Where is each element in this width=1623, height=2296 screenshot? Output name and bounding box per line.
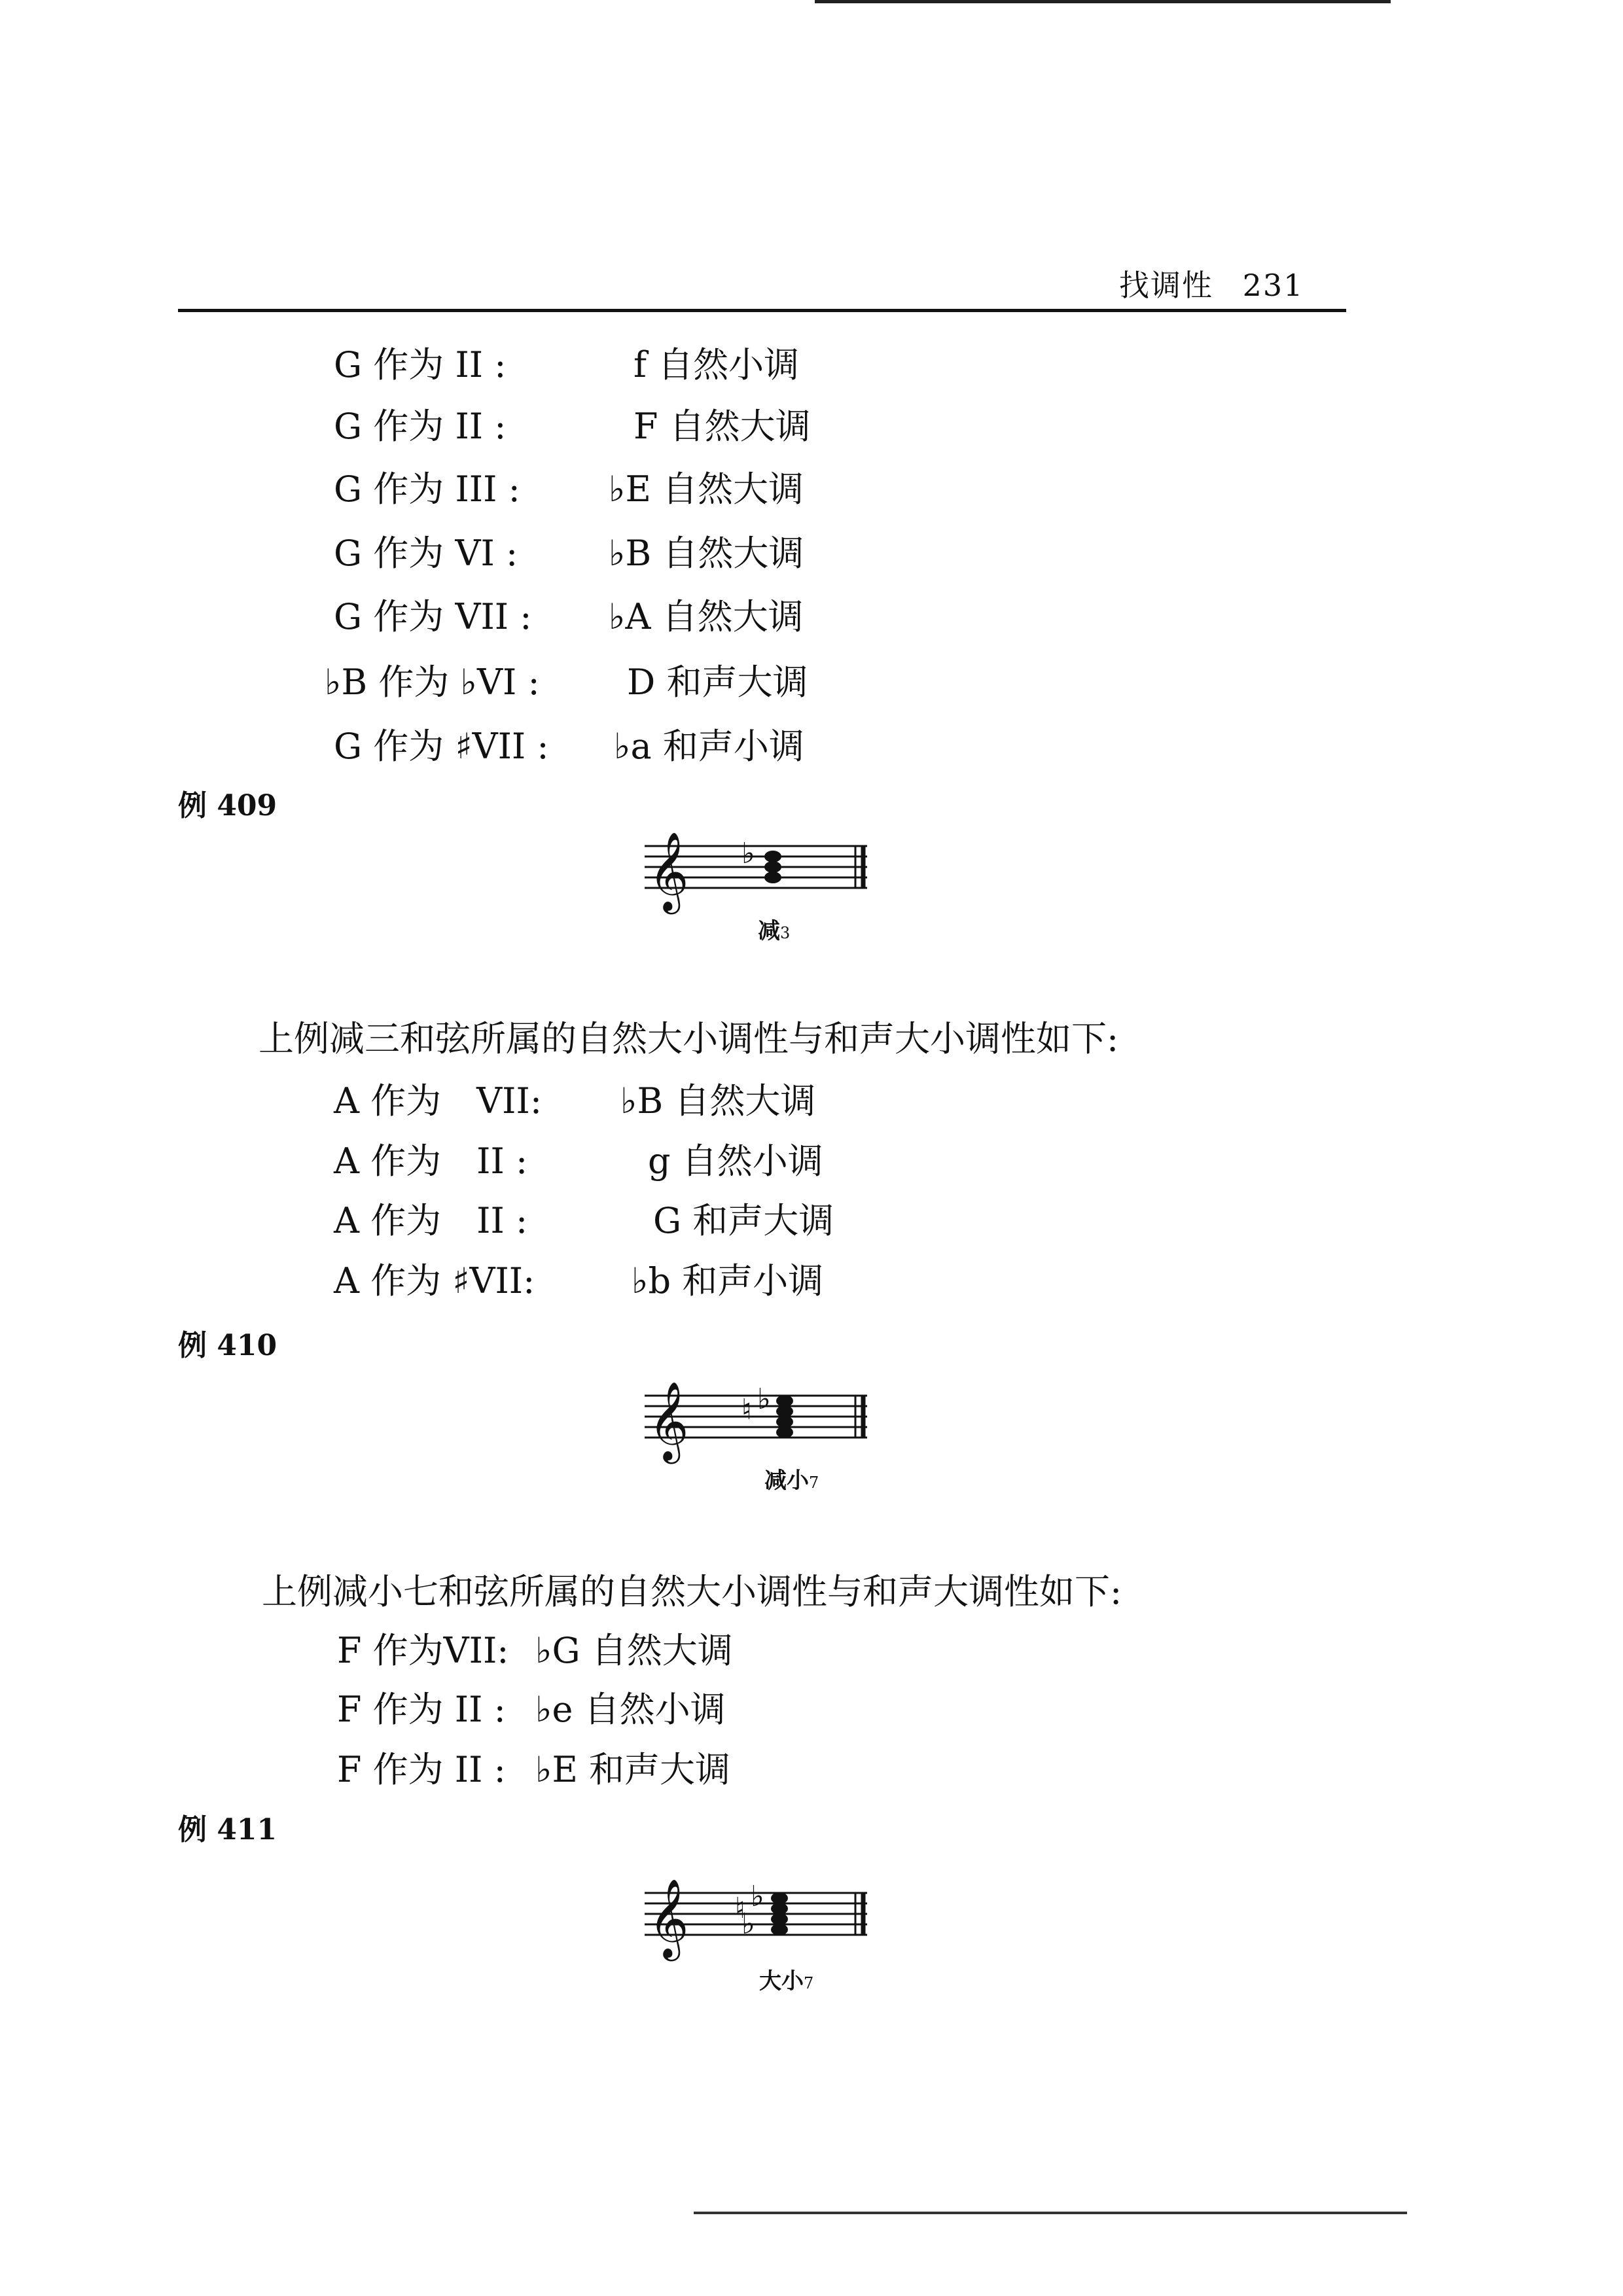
chord-degree: G 作为 VI : bbox=[334, 533, 518, 574]
key-name: ♭B 自然大调 bbox=[620, 1080, 816, 1122]
key-name: ♭b 和声小调 bbox=[632, 1260, 824, 1301]
chord-sub: 3 bbox=[780, 924, 791, 942]
key-name: F 自然大调 bbox=[633, 406, 811, 447]
natural-icon: ♮ bbox=[735, 1892, 745, 1925]
key-name: g 自然小调 bbox=[648, 1140, 823, 1182]
key-name: ♭E 和声大调 bbox=[535, 1749, 731, 1790]
top-edge-rule bbox=[815, 0, 1391, 3]
bottom-edge-rule bbox=[694, 2212, 1407, 2214]
treble-clef-icon: 𝄞 bbox=[649, 831, 689, 911]
running-head bbox=[1119, 262, 1304, 305]
key-name: f 自然小调 bbox=[633, 344, 800, 385]
flat-icon: ♭ bbox=[741, 837, 755, 870]
chord-degree: A 作为 VII: bbox=[334, 1080, 543, 1122]
chord-sub: 7 bbox=[809, 1474, 819, 1492]
music-staff-example-410 bbox=[645, 1371, 880, 1482]
chord-degree: G 作为 VII : bbox=[334, 596, 532, 637]
natural-icon: ♮ bbox=[741, 1393, 752, 1426]
running-head-title: 找调性 bbox=[1119, 268, 1213, 303]
example-label: 例 409 bbox=[178, 789, 277, 822]
chord-name: 减 bbox=[758, 918, 780, 944]
chord-label bbox=[759, 1963, 813, 1995]
chord-degree: A 作为 II : bbox=[334, 1140, 528, 1182]
paragraph: 上例减小七和弦所属的自然大小调性与和声大调性如下: bbox=[262, 1571, 1122, 1612]
key-name: ♭A 自然大调 bbox=[609, 596, 804, 637]
key-name: ♭G 自然大调 bbox=[535, 1630, 733, 1671]
chord-degree: G 作为 ♯VII : bbox=[334, 726, 549, 767]
flat-icon: ♭ bbox=[741, 1907, 755, 1941]
chord-degree: F 作为 II : bbox=[337, 1749, 506, 1790]
header-rule bbox=[178, 309, 1346, 312]
chord-degree: F 作为VII: bbox=[337, 1630, 509, 1671]
example-label: 例 410 bbox=[178, 1329, 277, 1362]
key-name: D 和声大调 bbox=[627, 662, 808, 703]
key-name: ♭E 自然大调 bbox=[609, 468, 804, 510]
page-number: 231 bbox=[1242, 268, 1304, 303]
chord-degree: A 作为 II : bbox=[334, 1200, 528, 1241]
chord-degree: G 作为 II : bbox=[334, 406, 507, 447]
treble-clef-icon: 𝄞 bbox=[649, 1878, 689, 1958]
chord-degree: F 作为 II : bbox=[337, 1689, 506, 1730]
flat-icon: ♭ bbox=[757, 1383, 771, 1416]
chord-label bbox=[758, 913, 790, 945]
chord-degree: G 作为 III : bbox=[334, 468, 520, 510]
chord-degree: G 作为 II : bbox=[334, 344, 507, 385]
key-name: ♭B 自然大调 bbox=[609, 533, 804, 574]
chord-name: 减小 bbox=[764, 1468, 809, 1494]
chord-sub: 7 bbox=[804, 1974, 814, 1992]
chord-name: 大小 bbox=[759, 1968, 804, 1994]
key-name: ♭a 和声小调 bbox=[614, 726, 804, 767]
chord-degree: ♭B 作为 ♭VI : bbox=[325, 662, 540, 703]
treble-clef-icon: 𝄞 bbox=[649, 1381, 689, 1460]
paragraph: 上例减三和弦所属的自然大小调性与和声大小调性如下: bbox=[259, 1018, 1119, 1059]
example-label: 例 411 bbox=[178, 1813, 277, 1846]
chord-degree: A 作为 ♯VII: bbox=[334, 1260, 535, 1301]
chord-label bbox=[764, 1462, 819, 1494]
key-name: G 和声大调 bbox=[653, 1200, 834, 1241]
flat-icon: ♭ bbox=[751, 1880, 764, 1913]
key-name: ♭e 自然小调 bbox=[535, 1689, 726, 1730]
